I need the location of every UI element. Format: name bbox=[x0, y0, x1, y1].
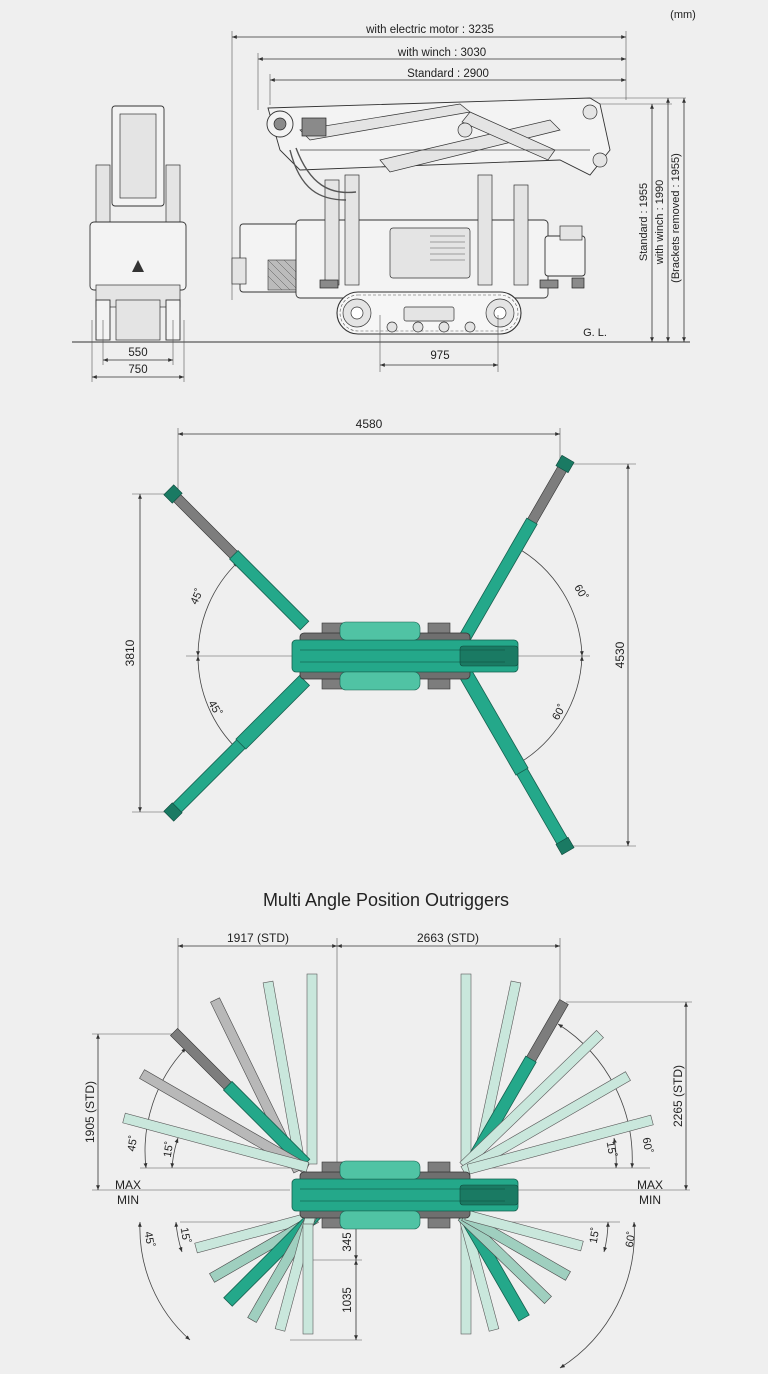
dim-height-standard: Standard : 1955 bbox=[638, 182, 650, 262]
top-view bbox=[123, 417, 636, 855]
dim-right-std: 2663 (STD) bbox=[416, 931, 480, 945]
dim-1035: 1035 bbox=[342, 1287, 354, 1313]
dim-right-height-std: 2265 (STD) bbox=[671, 1064, 685, 1128]
side-view bbox=[72, 24, 690, 372]
dim-span-width: 4580 bbox=[355, 417, 383, 431]
multi-angle-view bbox=[83, 931, 692, 1368]
dim-left-height-std: 1905 (STD) bbox=[83, 1080, 97, 1144]
dim-standard: Standard : 2900 bbox=[407, 68, 489, 80]
label-max-right: MAX bbox=[636, 1178, 664, 1192]
angle-top-right-lower: 60˚ bbox=[550, 702, 569, 723]
dim-electric-motor: with electric motor : 3235 bbox=[366, 24, 494, 36]
dim-height-winch: with winch : 1990 bbox=[654, 179, 666, 265]
angle-ma-left-45-dn: 45˚ bbox=[141, 1230, 157, 1249]
label-min-right: MIN bbox=[639, 1193, 661, 1207]
label-min-left: MIN bbox=[117, 1193, 139, 1207]
dim-winch: with winch : 3030 bbox=[397, 47, 487, 59]
dim-345: 345 bbox=[342, 1232, 354, 1252]
angle-ma-left-45-up: 45˚ bbox=[125, 1134, 141, 1153]
angle-top-left-upper: 45˚ bbox=[188, 586, 207, 607]
dim-left-std: 1917 (STD) bbox=[226, 931, 290, 945]
angle-ma-right-60-dn: 60˚ bbox=[623, 1230, 639, 1249]
dim-height-brackets: (Brackets removed : 1955) bbox=[670, 153, 682, 283]
angle-ma-left-15-dn: 15˚ bbox=[177, 1226, 193, 1245]
angle-ma-right-15-dn: 15˚ bbox=[587, 1226, 603, 1245]
dim-left-height: 3810 bbox=[123, 639, 137, 667]
front-view-machine bbox=[90, 106, 186, 340]
dim-front-outer: 750 bbox=[128, 364, 148, 376]
angle-ma-left-15-up: 15˚ bbox=[161, 1140, 177, 1159]
multi-angle-outriggers bbox=[123, 974, 654, 1334]
angle-ma-right-15-up: 15˚ bbox=[603, 1140, 619, 1159]
angle-ma-right-60-up: 60˚ bbox=[639, 1136, 655, 1155]
unit-label: (mm) bbox=[670, 9, 696, 21]
top-view-machine bbox=[292, 622, 518, 690]
side-view-machine bbox=[232, 98, 610, 334]
dim-right-height: 4530 bbox=[613, 641, 627, 669]
angle-top-left-lower: 45˚ bbox=[205, 698, 224, 719]
ground-label: G. L. bbox=[583, 327, 607, 339]
dim-front-inner: 550 bbox=[128, 347, 148, 359]
angle-top-right-upper: 60˚ bbox=[571, 582, 590, 603]
label-max-left: MAX bbox=[114, 1178, 142, 1192]
multi-angle-title: Multi Angle Position Outriggers bbox=[262, 890, 510, 910]
dim-track-length: 975 bbox=[430, 350, 450, 362]
front-view bbox=[90, 106, 186, 382]
